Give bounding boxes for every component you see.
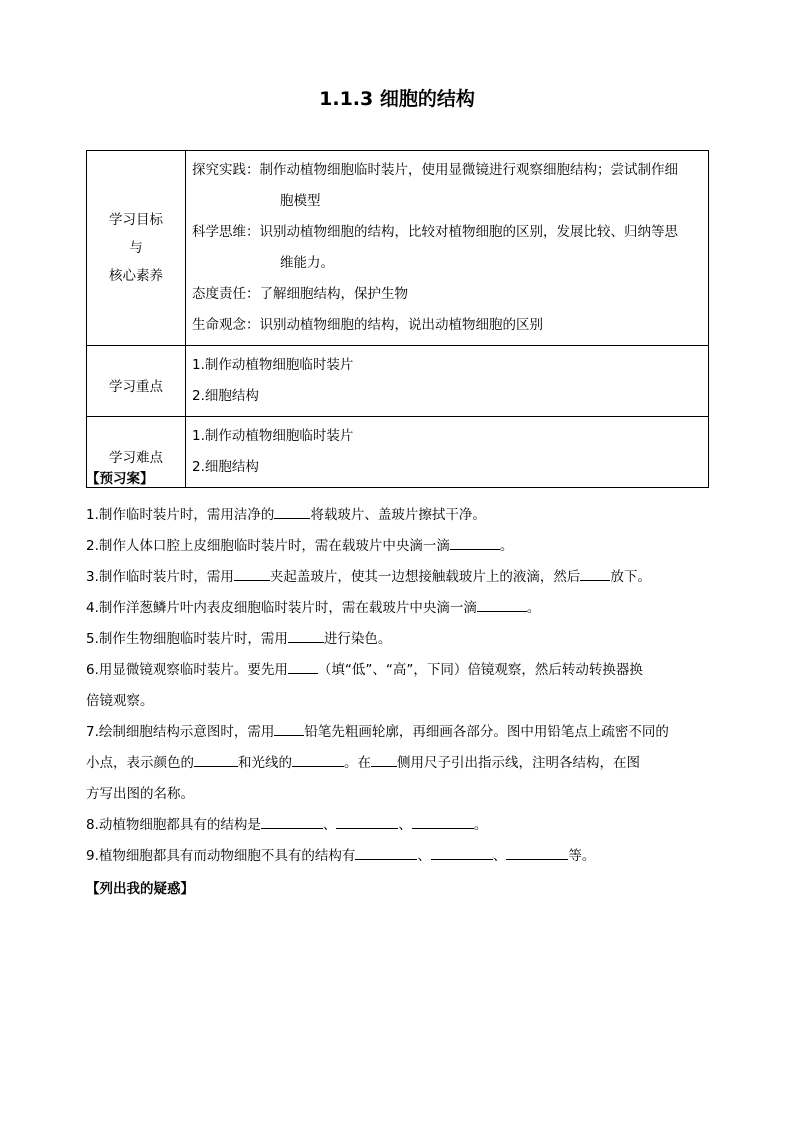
answer-blank[interactable] xyxy=(234,567,270,581)
goal-item xyxy=(192,310,702,341)
answer-blank[interactable] xyxy=(371,753,397,767)
question-text: 6.用显微镜观察临时装片。要先用 xyxy=(86,662,288,678)
key-point-item: 2.细胞结构 xyxy=(192,388,259,404)
preview-heading: 【预习案】 xyxy=(86,471,154,487)
goal-head: 探究实践： xyxy=(192,162,260,178)
question-text: 3.制作临时装片时，需用 xyxy=(86,569,234,585)
question-9 xyxy=(86,841,709,872)
question-2 xyxy=(86,531,709,562)
question-text: 。 xyxy=(526,600,541,616)
question-text: 、 xyxy=(322,817,337,833)
answer-blank[interactable] xyxy=(274,722,304,736)
doubts-heading: 【列出我的疑惑】 xyxy=(86,881,194,897)
key-point-item: 1.制作动植物细胞临时装片 xyxy=(192,357,354,373)
question-text: （填“低”、“高”，下同）倍镜观察，然后转动转换器换 xyxy=(317,662,643,678)
answer-blank[interactable] xyxy=(431,846,493,860)
question-text: 、 xyxy=(492,848,507,864)
answer-blank[interactable] xyxy=(450,536,500,550)
goal-head: 生命观念： xyxy=(192,317,260,333)
answer-blank[interactable] xyxy=(288,629,324,643)
question-text: 2.制作人体口腔上皮细胞临时装片时，需在载玻片中央滴一滴 xyxy=(86,538,450,554)
question-text: 。 xyxy=(499,538,514,554)
question-text: 、 xyxy=(417,848,431,864)
question-text: 放下。 xyxy=(610,569,651,585)
question-text: 4.制作洋葱鳞片叶内表皮细胞临时装片时，需在载玻片中央滴一滴 xyxy=(86,600,477,616)
answer-blank[interactable] xyxy=(288,660,318,674)
answer-blank[interactable] xyxy=(506,846,568,860)
page-title: 1.1.3 细胞的结构 xyxy=(319,88,475,110)
key-points-row xyxy=(87,346,709,417)
question-3 xyxy=(86,562,709,593)
question-text: 8.动植物细胞都具有的结构是 xyxy=(86,817,261,833)
goals-label-line-2: 与 xyxy=(129,240,143,256)
question-text: 、 xyxy=(398,817,412,833)
question-text: 将载玻片、盖玻片擦拭干净。 xyxy=(310,507,486,523)
difficult-points-label: 学习难点 xyxy=(87,417,186,488)
question-text: 夹起盖玻片，使其一边想接触载玻片上的液滴，然后 xyxy=(269,569,581,585)
question-text: 1.制作临时装片时，需用洁净的 xyxy=(86,507,275,523)
difficult-point-item: 2.细胞结构 xyxy=(192,459,259,475)
question-text: 和光线的 xyxy=(238,755,292,771)
goals-label-line-1: 学习目标 xyxy=(109,212,163,228)
answer-blank[interactable] xyxy=(580,567,610,581)
goal-continuation: 胞模型 xyxy=(280,193,321,209)
question-text: 倍镜观察。 xyxy=(86,693,154,709)
answer-blank[interactable] xyxy=(355,846,417,860)
question-text: 侧用尺子引出指示线，注明各结构，在图 xyxy=(397,755,640,771)
question-4 xyxy=(86,593,709,624)
goal-head: 科学思维： xyxy=(192,224,260,240)
answer-blank[interactable] xyxy=(477,598,527,612)
key-points-label: 学习重点 xyxy=(87,346,186,417)
question-text: 方写出图的名称。 xyxy=(86,786,194,802)
question-text: 。 xyxy=(473,817,488,833)
question-8 xyxy=(86,810,709,841)
goal-continuation: 维能力。 xyxy=(280,255,334,271)
question-text: 铅笔先粗画轮廓，再细画各部分。图中用铅笔点上疏密不同的 xyxy=(304,724,669,740)
goal-item xyxy=(192,155,702,217)
preview-section xyxy=(86,468,709,900)
answer-blank[interactable] xyxy=(336,815,398,829)
question-1 xyxy=(86,500,709,531)
goals-label-cell xyxy=(87,151,186,346)
goal-text: 制作动植物细胞临时装片，使用显微镜进行观察细胞结构；尝试制作细 xyxy=(259,162,678,178)
question-6 xyxy=(86,655,709,717)
answer-blank[interactable] xyxy=(274,505,310,519)
goal-text: 识别动植物细胞的结构，比较对植物细胞的区别，发展比较、归纳等思 xyxy=(259,224,678,240)
goal-head: 态度责任： xyxy=(192,286,260,302)
goal-text: 识别动植物细胞的结构，说出动植物细胞的区别 xyxy=(259,317,543,333)
answer-blank[interactable] xyxy=(194,753,238,767)
goals-label-line-3: 核心素养 xyxy=(109,268,163,284)
question-text: 5.制作生物细胞临时装片时，需用 xyxy=(86,631,288,647)
question-7 xyxy=(86,717,709,810)
question-text: 9.植物细胞都具有而动物细胞不具有的结构有 xyxy=(86,848,356,864)
question-text: 。在 xyxy=(344,755,371,771)
learning-objectives-table xyxy=(86,150,709,488)
goals-content-cell xyxy=(186,151,709,346)
goal-text: 了解细胞结构，保护生物 xyxy=(259,286,408,302)
goals-row xyxy=(87,151,709,346)
question-5 xyxy=(86,624,709,655)
question-text: 小点，表示颜色的 xyxy=(86,755,194,771)
answer-blank[interactable] xyxy=(292,753,344,767)
key-points-content xyxy=(186,346,709,417)
goal-item xyxy=(192,279,702,310)
question-text: 等。 xyxy=(568,848,596,864)
difficult-point-item: 1.制作动植物细胞临时装片 xyxy=(192,428,354,444)
question-text: 进行染色。 xyxy=(323,631,392,647)
goal-item xyxy=(192,217,702,279)
answer-blank[interactable] xyxy=(412,815,474,829)
answer-blank[interactable] xyxy=(261,815,323,829)
question-text: 7.绘制细胞结构示意图时，需用 xyxy=(86,724,275,740)
